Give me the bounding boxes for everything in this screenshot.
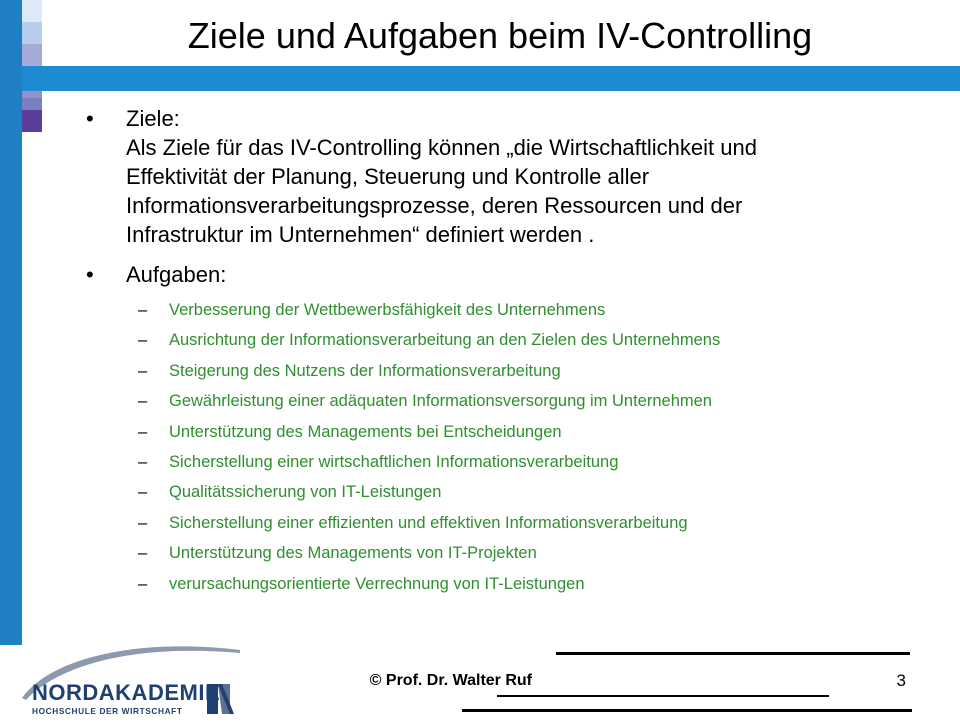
dash-marker: – — [138, 453, 148, 472]
slide-content — [86, 104, 946, 599]
deco-square — [22, 0, 42, 22]
dash-marker: – — [138, 422, 148, 441]
deco-square — [22, 22, 42, 44]
slide-title: Ziele und Aufgaben beim IV-Controlling — [187, 15, 813, 56]
task-text: Verbesserung der Wettbewerbsfähigkeit des Unternehmens — [169, 301, 606, 319]
list-item — [86, 295, 946, 325]
deco-square — [22, 110, 42, 132]
list-item — [86, 508, 946, 538]
footer-rule-bottom — [462, 709, 912, 712]
task-text: Sicherstellung einer wirtschaftlichen Informationsverarbeitung — [169, 453, 619, 472]
list-item — [86, 356, 946, 386]
dash-marker: – — [138, 483, 148, 502]
task-text: Gewährleistung einer adäquaten Informationsversorgung im Unternehmen — [169, 392, 712, 411]
task-text: Steigerung des Nutzens der Informationsverarbeitung — [169, 361, 561, 380]
footer-rule-top — [556, 652, 910, 655]
bullet-goals-line: Informationsverarbeitungsprozesse, deren Ressourcen und der — [126, 193, 743, 218]
bullet-goals-heading: Ziele: — [126, 106, 180, 131]
footer-rule-middle — [497, 695, 829, 697]
task-text: Sicherstellung einer effizienten und effektiven Informationsverarbeitung — [169, 513, 688, 532]
bullet-goals-line: Infrastruktur im Unternehmen“ definiert werden . — [126, 222, 595, 247]
task-text: verursachungsorientierte Verrechnung von IT-Leistungen — [169, 574, 585, 593]
task-list — [86, 295, 946, 599]
dash-marker: – — [138, 513, 148, 532]
dash-marker: – — [138, 544, 148, 563]
task-text: Ausrichtung der Informationsverarbeitung an den Zielen des Unternehmens — [169, 331, 721, 350]
bullet-tasks-heading: Aufgaben: — [126, 262, 227, 287]
bullet-goals-line: Effektivität der Planung, Steuerung und Kontrolle aller — [126, 164, 650, 189]
dash-marker: – — [138, 331, 148, 350]
bullet-goals — [86, 104, 946, 249]
list-item — [86, 477, 946, 507]
bullet-goals-line: Als Ziele für das IV-Controlling können „die Wirtschaftlichkeit und — [126, 135, 757, 160]
logo-tagline: HOCHSCHULE DER WIRTSCHAFT — [32, 706, 183, 716]
deco-square — [22, 98, 42, 110]
dash-marker: – — [138, 361, 148, 380]
logo-wordmark: NORDAKADEMIE — [32, 680, 221, 705]
dash-marker: – — [138, 301, 148, 319]
footer-copyright: © Prof. Dr. Walter Ruf — [369, 672, 532, 689]
list-item — [86, 538, 946, 568]
bullet-tasks — [86, 260, 946, 289]
bullet-marker: • — [86, 262, 94, 287]
dash-marker: – — [138, 392, 148, 411]
deco-square — [22, 44, 42, 66]
page-number: 3 — [896, 671, 906, 690]
task-text: Unterstützung des Managements bei Entscheidungen — [169, 422, 562, 441]
left-accent-bar — [0, 0, 22, 645]
list-item — [86, 386, 946, 416]
list-item — [86, 447, 946, 477]
list-item — [86, 325, 946, 355]
bullet-marker: • — [86, 106, 94, 131]
list-item — [86, 417, 946, 447]
dash-marker: – — [138, 574, 148, 593]
nordakademie-logo — [22, 640, 240, 720]
header-stripe — [22, 66, 960, 91]
list-item — [86, 569, 946, 599]
task-text: Unterstützung des Managements von IT-Projekten — [169, 544, 537, 563]
task-text: Qualitätssicherung von IT-Leistungen — [169, 483, 442, 502]
